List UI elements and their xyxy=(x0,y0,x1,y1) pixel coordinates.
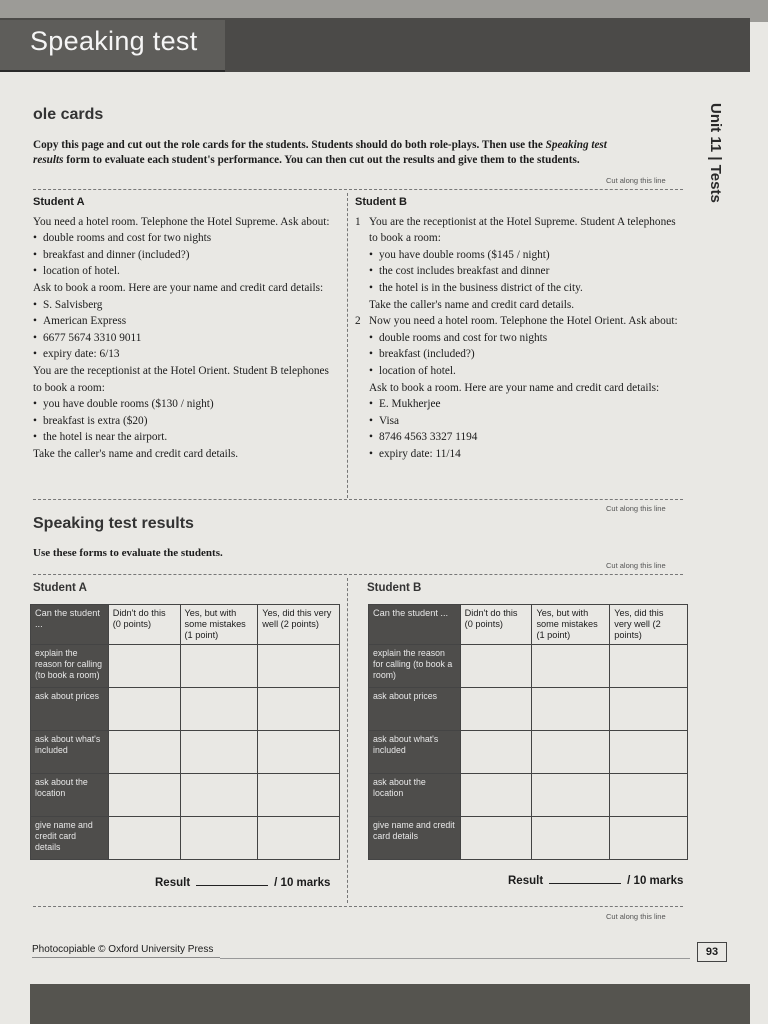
row-label: give name and credit card details xyxy=(369,817,461,860)
cut-line xyxy=(33,574,683,575)
score-cell[interactable] xyxy=(532,774,610,817)
score-cell[interactable] xyxy=(180,817,258,860)
role-cards-heading: ole cards xyxy=(33,106,104,123)
row-label: ask about the location xyxy=(31,774,109,817)
column-header: Can the student ... xyxy=(31,605,109,645)
score-cell[interactable] xyxy=(108,774,180,817)
score-cell[interactable] xyxy=(108,645,180,688)
student-a-result-label: Student A xyxy=(33,582,87,594)
list-item: • you have double rooms ($130 / night) xyxy=(33,396,338,413)
cut-line xyxy=(33,499,683,500)
cut-line-vertical xyxy=(347,193,348,498)
student-a-bullets3 xyxy=(33,396,338,446)
table-row xyxy=(369,645,688,688)
student-b-bullets1 xyxy=(369,247,685,297)
row-label: explain the reason for calling (to book a room) xyxy=(369,645,461,688)
student-a-line3: You are the receptionist at the Hotel Orient. Student B telephones to book a room: xyxy=(33,364,329,394)
list-item: • location of hotel. xyxy=(369,363,678,380)
list-item: • Visa xyxy=(369,413,678,430)
score-cell[interactable] xyxy=(532,688,610,731)
row-label: explain the reason for calling (to book a room) xyxy=(31,645,109,688)
student-b-line3: Now you need a hotel room. Telephone the Hotel Orient. Ask about: xyxy=(369,315,678,328)
cut-line-label: Cut along this line xyxy=(606,504,666,513)
score-cell[interactable] xyxy=(460,645,532,688)
score-cell[interactable] xyxy=(180,645,258,688)
table-row xyxy=(369,817,688,860)
score-cell[interactable] xyxy=(258,688,340,731)
score-cell[interactable] xyxy=(532,731,610,774)
table-row xyxy=(369,688,688,731)
list-item: • location of hotel. xyxy=(33,263,338,280)
list-item: • the hotel is in the business district of the city. xyxy=(369,280,685,297)
student-b-result-label: Student B xyxy=(367,582,422,594)
score-cell[interactable] xyxy=(610,774,688,817)
student-a-line4: Take the caller's name and credit card details. xyxy=(33,447,239,460)
page-number: 93 xyxy=(697,942,727,962)
cut-line-label: Cut along this line xyxy=(606,176,666,185)
column-header: Yes, but with some mistakes (1 point) xyxy=(532,605,610,645)
student-a-result: Result / 10 marks xyxy=(155,877,331,889)
list-item: • American Express xyxy=(33,313,338,330)
list-item: • S. Salvisberg xyxy=(33,297,338,314)
column-header: Yes, but with some mistakes (1 point) xyxy=(180,605,258,645)
list-item: • 6677 5674 3310 9011 xyxy=(33,330,338,347)
score-cell[interactable] xyxy=(610,817,688,860)
copyright-notice: Photocopiable © Oxford University Press xyxy=(32,944,220,958)
column-header: Yes, did this very well (2 points) xyxy=(610,605,688,645)
student-a-bullets2 xyxy=(33,297,338,363)
student-a-bullets1 xyxy=(33,230,338,280)
column-header: Yes, did this very well (2 points) xyxy=(258,605,340,645)
list-item: • breakfast (included?) xyxy=(369,346,678,363)
score-cell[interactable] xyxy=(532,645,610,688)
score-cell[interactable] xyxy=(460,817,532,860)
list-item: • E. Mukherjee xyxy=(369,396,678,413)
row-label: ask about what's included xyxy=(369,731,461,774)
results-heading: Speaking test results xyxy=(33,515,194,532)
cut-line-vertical xyxy=(347,578,348,903)
table-row xyxy=(369,774,688,817)
list-item: • 8746 4563 3327 1194 xyxy=(369,429,678,446)
column-header: Didn't do this (0 points) xyxy=(460,605,532,645)
list-item: • breakfast and dinner (included?) xyxy=(33,247,338,264)
score-cell[interactable] xyxy=(108,817,180,860)
student-b-line4: Ask to book a room. Here are your name and credit card details: xyxy=(369,381,660,394)
score-cell[interactable] xyxy=(258,817,340,860)
student-a-label: Student A xyxy=(33,196,85,208)
score-cell[interactable] xyxy=(180,774,258,817)
bottom-bar xyxy=(30,984,750,1024)
score-cell[interactable] xyxy=(610,731,688,774)
list-item: • the hotel is near the airport. xyxy=(33,429,338,446)
student-b-bullets2 xyxy=(369,330,678,380)
page-title: Speaking test xyxy=(30,26,198,56)
student-b-line1: You are the receptionist at the Hotel Supreme. Student A telephones to book a room: xyxy=(369,215,676,245)
list-item: • breakfast is extra ($20) xyxy=(33,413,338,430)
student-a-line1: You need a hotel room. Telephone the Hotel Supreme. Ask about: xyxy=(33,215,330,228)
score-cell[interactable] xyxy=(180,731,258,774)
column-header: Can the student ... xyxy=(369,605,461,645)
row-label: ask about prices xyxy=(369,688,461,731)
score-cell[interactable] xyxy=(258,645,340,688)
result-blank[interactable] xyxy=(196,885,268,886)
list-item: • you have double rooms ($145 / night) xyxy=(369,247,685,264)
cut-line-label: Cut along this line xyxy=(606,561,666,570)
score-cell[interactable] xyxy=(610,645,688,688)
score-cell[interactable] xyxy=(180,688,258,731)
row-label: give name and credit card details xyxy=(31,817,109,860)
table-row xyxy=(31,645,340,688)
score-cell[interactable] xyxy=(610,688,688,731)
student-a-line2: Ask to book a room. Here are your name and credit card details: xyxy=(33,281,324,294)
step-number: 1 xyxy=(355,215,361,228)
cut-line-label: Cut along this line xyxy=(606,912,666,921)
score-cell[interactable] xyxy=(258,774,340,817)
list-item: • the cost includes breakfast and dinner xyxy=(369,263,685,280)
score-cell[interactable] xyxy=(460,774,532,817)
step-number: 2 xyxy=(355,315,361,328)
table-row xyxy=(31,731,340,774)
table-row xyxy=(369,731,688,774)
row-label: ask about what's included xyxy=(31,731,109,774)
score-cell[interactable] xyxy=(460,731,532,774)
row-label: ask about the location xyxy=(369,774,461,817)
score-cell[interactable] xyxy=(460,688,532,731)
list-item: • expiry date: 6/13 xyxy=(33,346,338,363)
score-cell[interactable] xyxy=(108,688,180,731)
list-item: • double rooms and cost for two nights xyxy=(369,330,678,347)
role-cards-intro: Copy this page and cut out the role cards for the students. Students should do both role-plays. Then use the Speaking test results form to evaluate each student's performance. You can then cut out the results and give them to the students. xyxy=(33,139,607,166)
student-b-label: Student B xyxy=(355,196,407,208)
table-row xyxy=(31,817,340,860)
table-row xyxy=(31,774,340,817)
cut-line xyxy=(33,189,683,190)
score-cell[interactable] xyxy=(258,731,340,774)
cut-line xyxy=(33,906,683,907)
list-item: • expiry date: 11/14 xyxy=(369,446,678,463)
table-row xyxy=(31,688,340,731)
student-b-results-table xyxy=(368,604,688,860)
student-b-card xyxy=(355,194,685,463)
student-b-bullets3 xyxy=(369,396,678,462)
unit-tab: Unit 11 | Tests xyxy=(707,103,724,203)
student-b-result: Result / 10 marks xyxy=(508,875,684,887)
footer-rule xyxy=(220,958,690,959)
result-blank[interactable] xyxy=(549,883,621,884)
results-intro: Use these forms to evaluate the students. xyxy=(33,547,223,559)
list-item: • double rooms and cost for two nights xyxy=(33,230,338,247)
row-label: ask about prices xyxy=(31,688,109,731)
column-header: Didn't do this (0 points) xyxy=(108,605,180,645)
score-cell[interactable] xyxy=(108,731,180,774)
student-a-card xyxy=(33,194,338,463)
student-a-results-table xyxy=(30,604,340,860)
score-cell[interactable] xyxy=(532,817,610,860)
student-b-line2: Take the caller's name and credit card details. xyxy=(369,298,575,311)
